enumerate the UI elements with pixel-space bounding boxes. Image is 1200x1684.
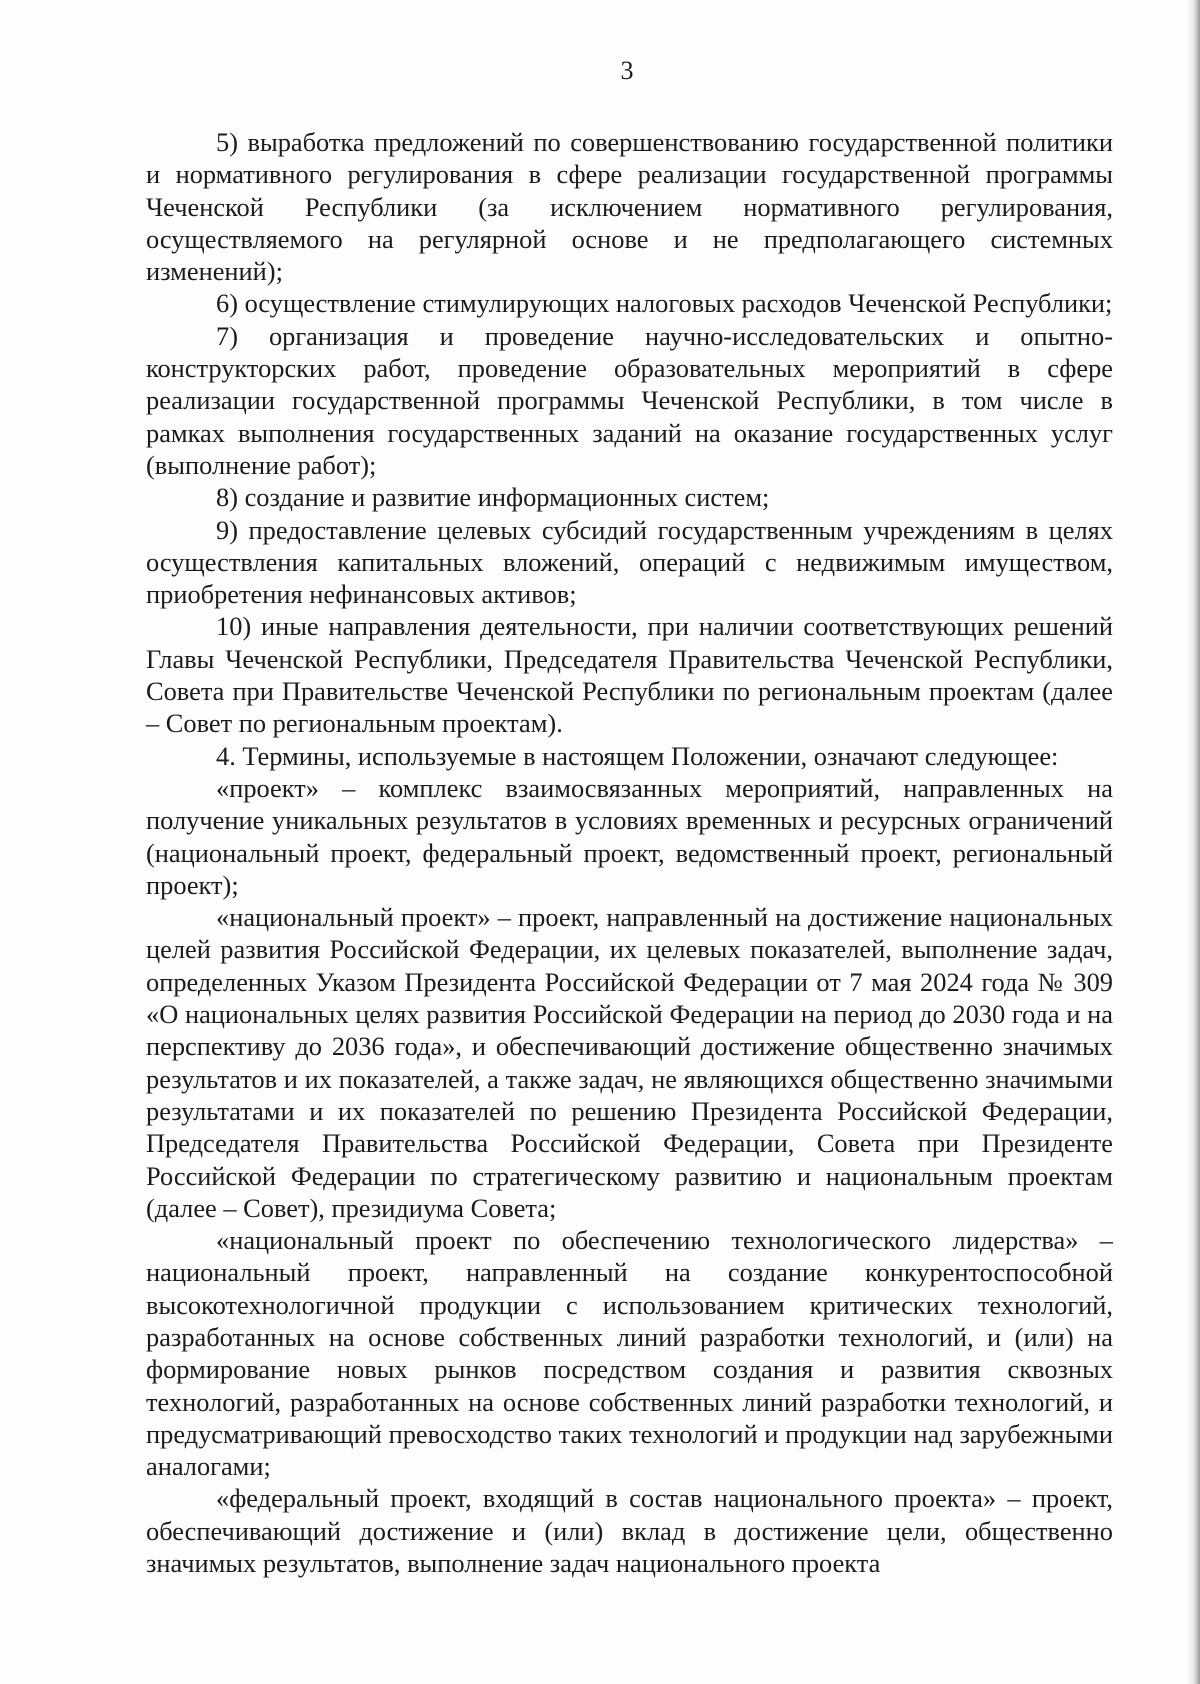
paragraph-item-6: 6) осуществление стимулирующих налоговых расходов Чеченской Республики; bbox=[216, 288, 1113, 319]
paragraph-item-7: 7) организация и проведение научно-исследовательских и опытно-конструкторских работ, проведение образовательных мероприятий в сфере реализации государственной программы Чеченской Республики, в том числе в рамках выполнения государственных заданий на оказание государственных услуг (выполнение работ); bbox=[146, 320, 1113, 480]
definition-project: «проект» – комплекс взаимосвязанных мероприятий, направленных на получение уникальных результатов в условиях временных и ресурсных ограничений (национальный проект, федеральный проект, ведомственный проект, региональный проект); bbox=[146, 772, 1113, 900]
definition-tech-leadership-project: «национальный проект по обеспечению технологического лидерства» – национальный проект, направленный на создание конкурентоспособной высокотехнологичной продукции с использованием критических технологий, разработанных на основе собственных линий разработки технологий, и (или) на формирование новых рынков посредством создания и развития сквозных технологий, разработанных на основе собственных линий разработки технологий, и предусматривающий превосходство таких технологий и продукции над зарубежными аналогами; bbox=[146, 1225, 1113, 1482]
definition-federal-project: «федеральный проект, входящий в состав национального проекта» – проект, обеспечивающий достижение и (или) вклад в достижение цели, общественно значимых результатов, выполнение задач национального проекта bbox=[146, 1483, 1113, 1579]
definition-national-project: «национальный проект» – проект, направленный на достижение национальных целей развития Российской Федерации, их целевых показателей, выполнение задач, определенных Указом Президента Российской Федерации от 7 мая 2024 года № 309 «О национальных целях развития Российской Федерации на период до 2030 года и на перспективу до 2036 года», и обеспечивающий достижение общественно значимых результатов и их показателей, а также задач, не являющихся общественно значимыми результатами и их показателей по решению Президента Российской Федерации, Председателя Правительства Российской Федерации, Совета при Президенте Российской Федерации по стратегическому развитию и национальным проектам (далее – Совет), президиума Совета; bbox=[146, 902, 1113, 1223]
paragraph-terms-intro: 4. Термины, используемые в настоящем Положении, означают следующее: bbox=[216, 740, 1059, 771]
paragraph-item-10: 10) иные направления деятельности, при наличии соответствующих решений Главы Чеченской Республики, Председателя Правительства Чеченской Республики, Совета при Правительстве Чеченской Республики по региональным проектам (далее – Совет по региональным проектам). bbox=[146, 611, 1113, 739]
scan-page-edge bbox=[1186, 0, 1200, 1684]
document-body bbox=[146, 126, 1113, 1579]
paragraph-item-5: 5) выработка предложений по совершенствованию государственной политики и нормативного регулирования в сфере реализации государственной программы Чеченской Республики (за исключением нормативного регулирования, осуществляемого на регулярной основе и не предполагающего системных изменений); bbox=[146, 127, 1113, 287]
page-number: 3 bbox=[620, 56, 634, 85]
paragraph-item-9: 9) предоставление целевых субсидий государственным учреждениям в целях осуществления капитальных вложений, операций с недвижимым имуществом, приобретения нефинансовых активов; bbox=[146, 514, 1113, 610]
paragraph-item-8: 8) создание и развитие информационных систем; bbox=[216, 482, 770, 513]
